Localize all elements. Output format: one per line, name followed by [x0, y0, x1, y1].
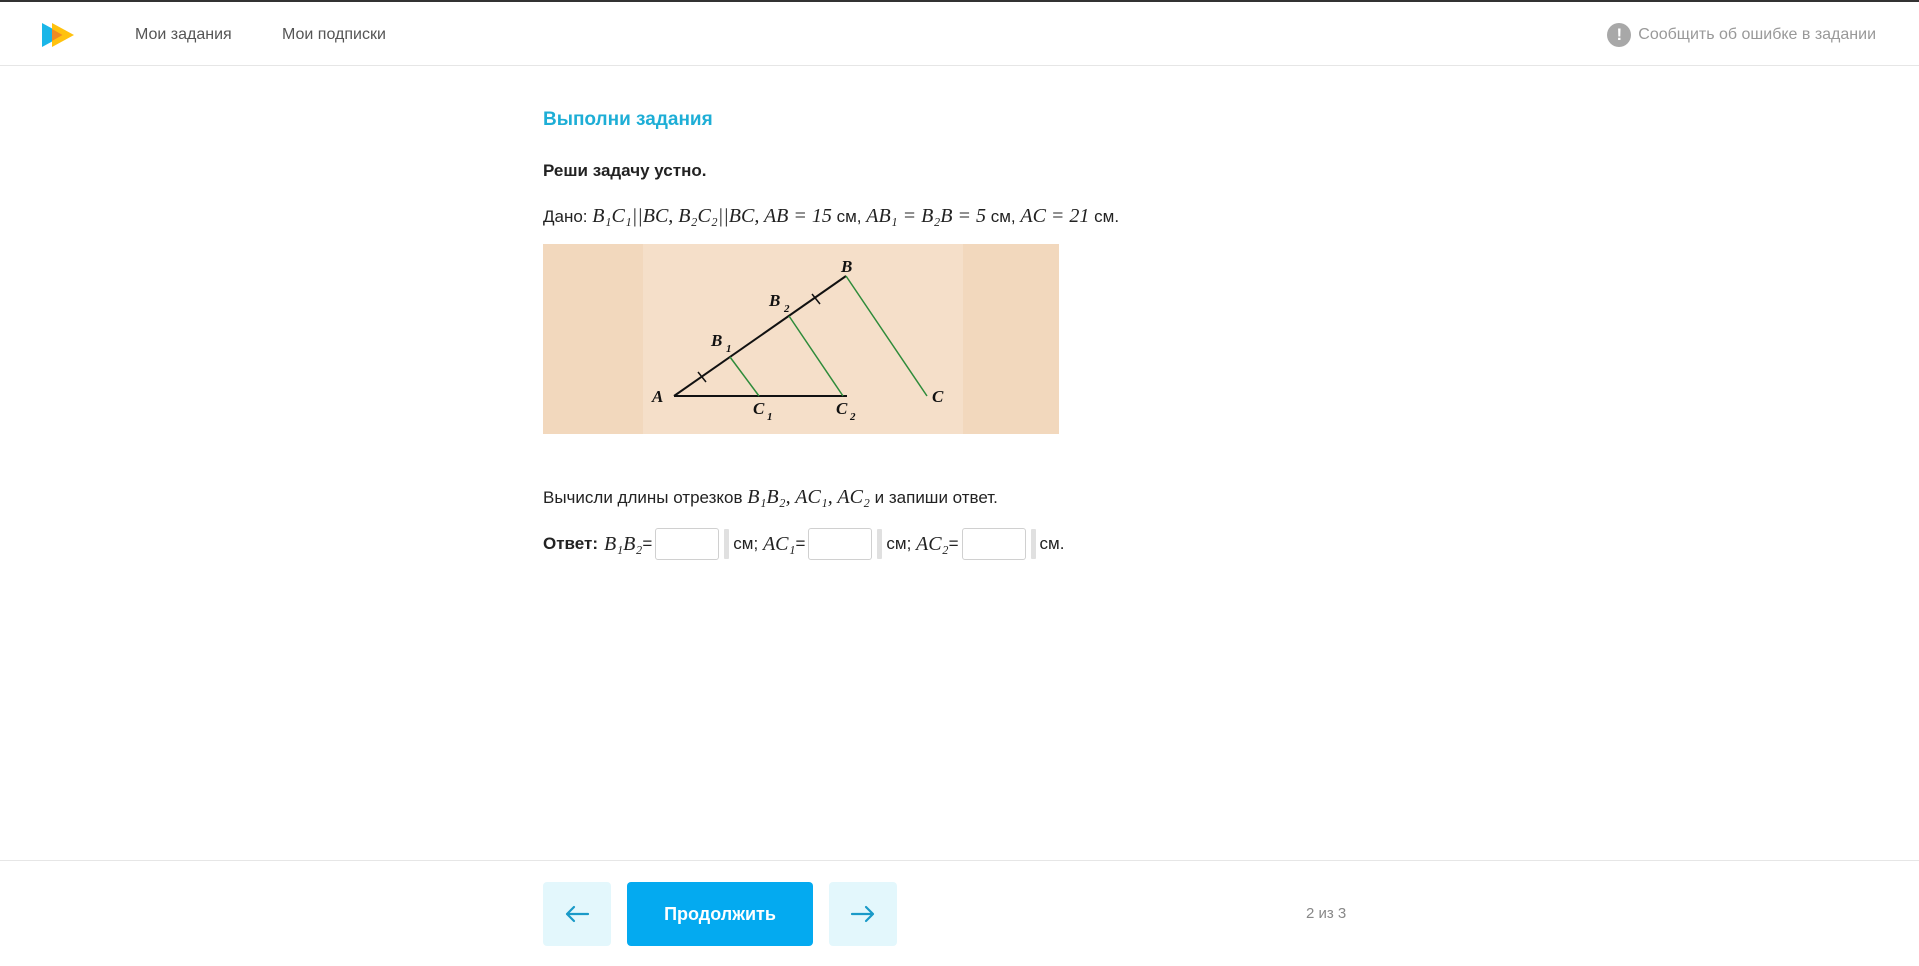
arrow-left-icon [564, 905, 590, 923]
input-handle [724, 529, 729, 559]
label-c: C [932, 387, 944, 406]
given-text-3: см. [1089, 207, 1120, 226]
answer-eq-1: = [642, 534, 653, 553]
answer-input-ac2[interactable] [962, 528, 1026, 560]
compute-prefix: Вычисли длины отрезков [543, 488, 743, 507]
logo-icon[interactable] [40, 21, 76, 49]
nav-my-subscriptions[interactable]: Мои подписки [282, 26, 386, 43]
label-b2-sub: 2 [784, 303, 790, 315]
label-b1: B [711, 331, 723, 350]
section-title: Выполни задания [543, 109, 713, 130]
answer-math-ac1: AC₁ [762, 532, 796, 555]
figure-paper [643, 244, 963, 434]
nav-my-tasks[interactable]: Мои задания [135, 26, 232, 43]
answer-eq-3: = [948, 534, 959, 553]
report-error-label: Сообщить об ошибке в задании [1638, 26, 1876, 43]
answer-math-b1b2: B₁B₂ [604, 532, 643, 555]
header [0, 2, 1919, 66]
triangle-diagram [543, 244, 1059, 434]
arrow-right-icon [850, 905, 876, 923]
task-title: Реши задачу устно. [543, 161, 707, 180]
answer-unit-1: см; [733, 534, 759, 553]
report-error-link[interactable] [1607, 23, 1876, 47]
next-button[interactable] [829, 882, 897, 946]
label-c1: C [753, 399, 765, 418]
answer-input-ac1[interactable] [808, 528, 872, 560]
footer-divider [0, 860, 1919, 861]
answer-row [543, 528, 1064, 560]
given-math-3: AC = 21 [1020, 205, 1090, 227]
given-text-2: см, [986, 207, 1021, 226]
input-handle [877, 529, 882, 559]
input-handle [1031, 529, 1036, 559]
answer-unit-2: см; [886, 534, 912, 553]
continue-button[interactable]: Продолжить [627, 882, 813, 946]
label-a: A [652, 387, 664, 406]
given-prefix: Дано: [543, 207, 588, 226]
answer-unit-3: см. [1039, 534, 1065, 553]
answer-input-b1b2[interactable] [655, 528, 719, 560]
answer-math-ac2: AC₂ [916, 532, 949, 555]
exclamation-icon: ! [1607, 23, 1631, 47]
label-c2: C [836, 399, 848, 418]
label-c1-sub: 1 [767, 411, 773, 423]
given-statement [543, 205, 1119, 228]
label-c2-sub: 2 [850, 411, 856, 423]
compute-instruction [543, 486, 998, 509]
triangle-figure [543, 244, 1059, 434]
given-text-1: см, [831, 207, 867, 226]
answer-eq-2: = [795, 534, 806, 553]
compute-suffix: и запиши ответ. [874, 488, 998, 507]
given-math-2: AB₁ = B₂B = 5 [866, 205, 987, 227]
label-b: B [841, 257, 853, 276]
label-b1-sub: 1 [726, 343, 732, 355]
label-b2: B [769, 291, 781, 310]
page-counter: 2 из 3 [1306, 905, 1347, 922]
given-math-1: B₁C₁||BC, B₂C₂||BC, AB = 15 [592, 205, 832, 227]
prev-button[interactable] [543, 882, 611, 946]
answer-label: Ответ: [543, 534, 598, 553]
compute-math: B₁B₂, AC₁, AC₂ [747, 486, 870, 508]
